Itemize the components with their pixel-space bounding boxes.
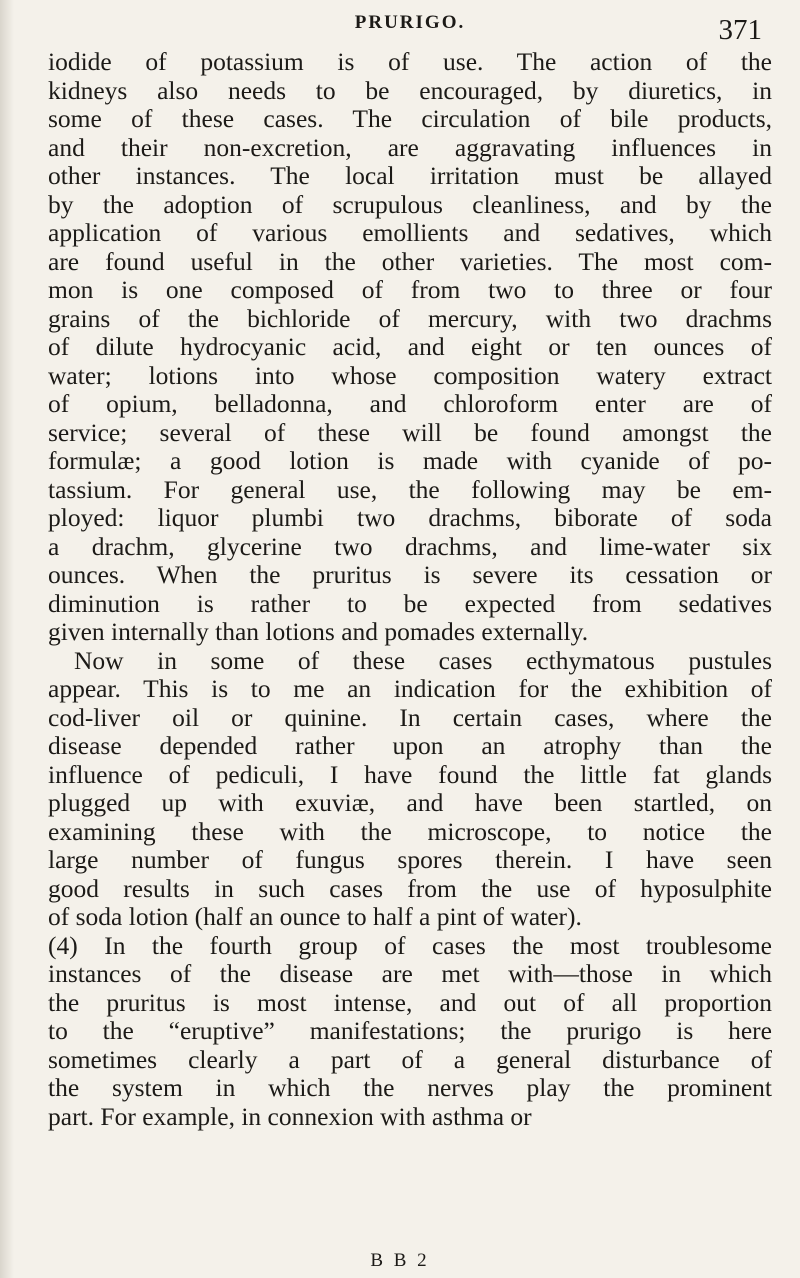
text-line: (4) In the fourth group of cases the most troublesome bbox=[48, 930, 772, 960]
text-line: good results in such cases from the use of hyposulphite bbox=[48, 873, 772, 903]
text-line: sometimes clearly a part of a general disturbance of bbox=[48, 1044, 772, 1074]
text-line: of dilute hydrocyanic acid, and eight or ten ounces of bbox=[48, 332, 772, 361]
text-line: ounces. When the pruritus is severe its cessation or bbox=[48, 560, 772, 589]
text-line: the system in which the nerves play the prominent bbox=[48, 1073, 772, 1102]
text-line: diminution is rather to be expected from sedatives bbox=[48, 588, 772, 618]
running-title: PRURIGO. bbox=[354, 12, 466, 33]
text-line: and their non-excretion, are aggravating influences in bbox=[48, 132, 772, 162]
text-line: formulæ; a good lotion is made with cyanide of po- bbox=[48, 446, 772, 475]
text-line: service; several of these will be found amongst the bbox=[48, 417, 772, 447]
text-line: some of these cases. The circulation of bile products, bbox=[48, 104, 772, 133]
text-line: tassium. For general use, the following may be em- bbox=[48, 474, 772, 504]
text-line: Now in some of these cases ecthymatous pustules bbox=[74, 645, 772, 675]
text-line: of soda lotion (half an ounce to half a pint of water). bbox=[48, 902, 582, 931]
text-line: examining these with the microscope, to notice the bbox=[48, 816, 772, 846]
text-line: instances of the disease are met with—those in which bbox=[48, 959, 772, 988]
text-line: grains of the bichloride of mercury, with two drachms bbox=[48, 303, 772, 333]
text-line: by the adoption of scrupulous cleanliness, and by the bbox=[48, 189, 772, 219]
signature-mark: B B 2 bbox=[370, 1250, 430, 1271]
text-line: to the “eruptive” manifestations; the prurigo is here bbox=[48, 1016, 772, 1045]
text-line: water; lotions into whose composition watery extract bbox=[48, 360, 772, 390]
text-line: influence of pediculi, I have found the little fat glands bbox=[48, 759, 772, 789]
text-line: other instances. The local irritation must be allayed bbox=[48, 161, 772, 190]
page-gutter-shadow bbox=[0, 0, 14, 1278]
text-line: application of various emollients and sedatives, which bbox=[48, 218, 772, 247]
text-line: ployed: liquor plumbi two drachms, biborate of soda bbox=[48, 503, 772, 532]
text-line: mon is one composed of from two to three or four bbox=[48, 275, 772, 304]
text-line: of opium, belladonna, and chloroform enter are of bbox=[48, 389, 772, 418]
text-line: plugged up with exuviæ, and have been startled, on bbox=[48, 788, 772, 817]
page-number: 371 bbox=[718, 14, 762, 46]
body-text bbox=[48, 48, 772, 1131]
text-line: the pruritus is most intense, and out of all proportion bbox=[48, 987, 772, 1017]
text-line: disease depended rather upon an atrophy than the bbox=[48, 731, 772, 760]
text-line: appear. This is to me an indication for the exhibition of bbox=[48, 674, 772, 703]
text-line: large number of fungus spores therein. I have seen bbox=[48, 845, 772, 874]
text-line: are found useful in the other varieties. The most com- bbox=[48, 246, 772, 276]
text-line: part. For example, in connexion with asthma or bbox=[48, 1101, 532, 1131]
running-head bbox=[50, 8, 770, 46]
text-line: kidneys also needs to be encouraged, by diuretics, in bbox=[48, 75, 772, 105]
text-line: a drachm, glycerine two drachms, and lime-water six bbox=[48, 531, 772, 561]
text-line: iodide of potassium is of use. The action of the bbox=[48, 47, 772, 76]
text-line: given internally than lotions and pomades externally. bbox=[48, 617, 589, 646]
text-line: cod-liver oil or quinine. In certain cases, where the bbox=[48, 702, 772, 732]
